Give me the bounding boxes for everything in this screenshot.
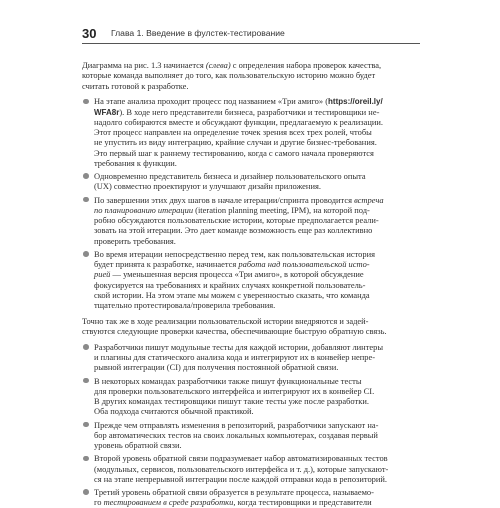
text-line: Разработчики пишут модульные тесты для каждой истории, добавляют линтеры xyxy=(82,342,420,352)
page-number: 30 xyxy=(82,26,97,41)
bullet-icon xyxy=(83,456,89,462)
list-item xyxy=(82,453,420,484)
text-line: Прежде чем отправлять изменения в репозиторий, разработчики запускают на- xyxy=(82,420,420,430)
text-line: требования к функции. xyxy=(94,157,177,168)
text-line: Одновременно представитель бизнеса и дизайнер пользовательского опыта xyxy=(82,171,420,181)
text-line: Точно так же в ходе реализации пользовательской истории внедряются и задей- xyxy=(82,315,369,326)
text-line: В некоторых командах разработчики также пишут функциональные тесты xyxy=(82,376,420,386)
text-line: (UX) совместно проектируют и улучшают дизайн приложения. xyxy=(94,181,321,192)
bullet-icon xyxy=(83,378,89,384)
page-body xyxy=(82,60,420,508)
bullet-icon xyxy=(83,251,89,257)
text-line: надолго собираются вместе и обсуждают функции, предлагаемую к реализации. xyxy=(94,116,384,127)
text-line: будет принята к разработке, начинается работа над пользовательской истo- xyxy=(94,259,370,269)
text-line: Диаграмма на рис. 1.3 начинается (слева) с определения набора проверок качества, xyxy=(82,60,382,70)
text-line: ся на этапе непрерывной интеграции после каждой отправки кода в репозиторий. xyxy=(94,473,388,484)
bullet-icon xyxy=(83,344,89,350)
intro-paragraph xyxy=(82,60,420,91)
text-line: рией — уменьшенная версия процесса «Три амиго», в которой обсуждение xyxy=(94,269,364,280)
text-line: Этот процесс направлен на определение точек зрения всех трех ролей, чтобы xyxy=(94,127,372,137)
text-line: уровень обратной связи. xyxy=(94,440,182,450)
page-header xyxy=(0,0,500,44)
chapter-title: Глава 1. Введение в фулстек-тестирование xyxy=(111,28,285,38)
list-item xyxy=(82,171,420,192)
text-line: зовать на этой итерации. Это дает команде возможность еще раз коллективно xyxy=(94,225,373,236)
text-line: для проверки пользовательского интерфейса и интегрируют их в конвейер CI. xyxy=(94,385,375,396)
bullet-icon xyxy=(83,489,89,495)
text-line: (модульных, сервисов, пользовательского интерфейса и т. д.), которые запускают- xyxy=(94,463,389,474)
text-line: рывной интеграции (CI) для получения постоянной обратной связи. xyxy=(94,362,339,373)
list-item xyxy=(82,342,420,373)
bullet-icon xyxy=(83,197,89,203)
body-paragraph xyxy=(82,316,420,337)
text-line: робно обсуждаются пользовательские истории, которые предполагается реали- xyxy=(94,215,379,225)
header-rule xyxy=(82,43,420,44)
list-item xyxy=(82,96,420,168)
text-line: по планированию итерации (iteration planning meeting, IPM), на которой под- xyxy=(94,204,370,215)
text-line: считать готовой к разработке. xyxy=(82,80,189,91)
list-item xyxy=(82,249,420,311)
text-line: го тестированием в среде разработки, когда тестировщики и представители xyxy=(94,497,372,508)
text-line: Оба подхода считаются обычной практикой. xyxy=(94,406,254,417)
text-line: которые команда выполняет до того, как пользовательскую историю можно будет xyxy=(82,70,376,81)
text-line: ствуются следующие проверки качества, обеспечивающие быструю обратную связь. xyxy=(82,326,387,336)
text-line: ской истории. На этом этапе мы можем с уверенностью сказать, что команда xyxy=(94,289,370,300)
bullet-icon xyxy=(83,173,89,179)
text-line: бор автоматических тестов на своих локальных компьютерах, создавая первый xyxy=(94,429,378,440)
text-line: Второй уровень обратной связи подразумевает набор автоматизированных тестов xyxy=(82,453,420,463)
link[interactable]: WFA8r xyxy=(94,107,120,117)
list-item xyxy=(82,420,420,451)
text-line: тщательно протестировала/проверила требования. xyxy=(94,300,276,310)
text-line: фокусируется на требованиях и крайних случаях конкретной пользователь- xyxy=(94,279,366,290)
text-line: По завершении этих двух шагов в начале итерации/спринта проводится встреча xyxy=(82,195,420,205)
text-line: На этапе анализа проходит процесс под названием «Три амиго» (https://oreil.ly/ xyxy=(82,96,420,106)
text-line: Это первый шаг к раннему тестированию, когда с самого начала проверяются xyxy=(94,147,374,158)
list-item xyxy=(82,195,420,246)
text-line: Во время итерации непосредственно перед тем, как пользовательская история xyxy=(82,249,420,259)
text-line: В других командах тестировщики пишут такие тесты уже после разработки. xyxy=(94,396,369,406)
bullet-icon xyxy=(83,422,89,428)
bullet-icon xyxy=(83,99,89,105)
text-line: не упустить из виду интеграцию, крайние случаи и другие бизнес-требования. xyxy=(94,137,377,148)
text-line: и плагины для статического анализа кода и интегрируют их в конвейер непре- xyxy=(94,352,376,362)
link[interactable]: https://oreil.ly/ xyxy=(328,97,383,107)
text-line: Третий уровень обратной связи образуется в результате процесса, называемо- xyxy=(82,487,420,497)
list-item xyxy=(82,376,420,417)
text-line: проверить требования. xyxy=(94,235,176,246)
list-item xyxy=(82,487,420,508)
text-line: WFA8r). В ходе него представители бизнеса, разработчики и тестировщики не- xyxy=(94,106,380,117)
